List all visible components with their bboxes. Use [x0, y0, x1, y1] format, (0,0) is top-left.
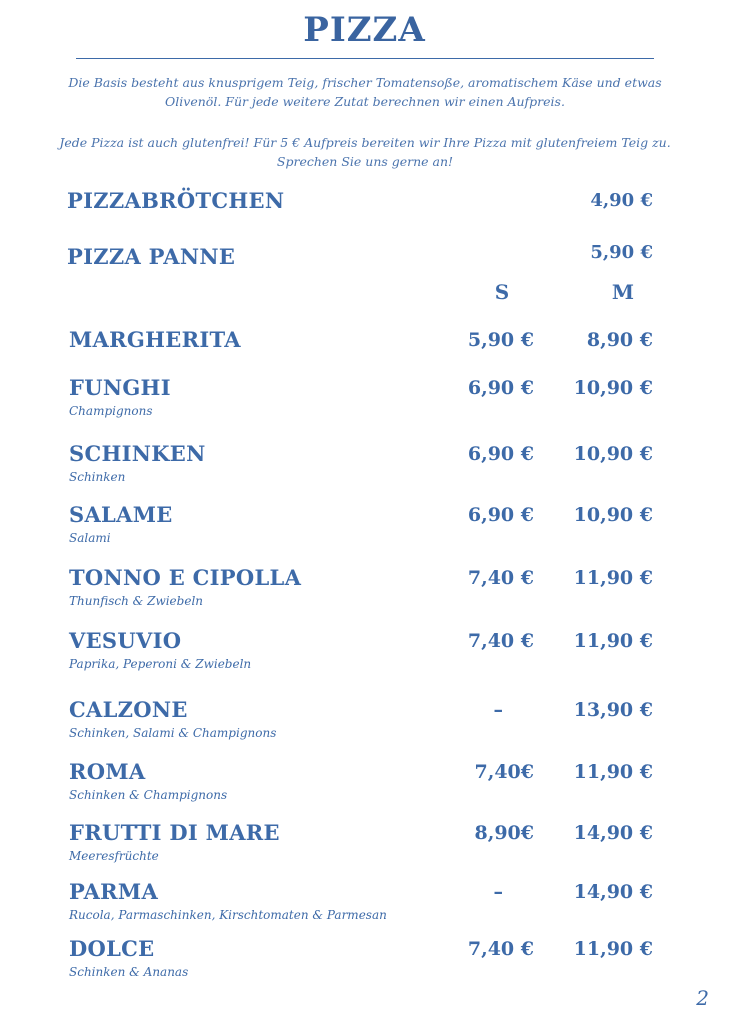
item-name: PARMA — [69, 879, 159, 904]
item-name: SCHINKEN — [69, 441, 206, 466]
item-name: ROMA — [69, 759, 146, 784]
item-description: Schinken, Salami & Champignons — [69, 726, 277, 740]
item-price-small: 7,40€ — [474, 761, 534, 783]
special-price-pizza-panne: 5,90 € — [590, 242, 653, 263]
menu-item-salame — [69, 502, 669, 546]
item-description: Paprika, Peperoni & Zwiebeln — [69, 657, 252, 671]
item-price-small: 8,90€ — [474, 822, 534, 844]
item-price-medium: 11,90 € — [573, 761, 653, 783]
item-name: SALAME — [69, 502, 173, 527]
item-price-small: – — [493, 699, 503, 721]
item-price-medium: 14,90 € — [573, 881, 653, 903]
special-price-pizzabroetchen: 4,90 € — [590, 190, 653, 211]
intro-base-text: Die Basis besteht aus knusprigem Teig, frischer Tomatensoße, aromatischem Käse und etwas Olivenöl. Für jede weitere Zutat berechnen wir einen Aufpreis. — [68, 75, 662, 109]
menu-item-schinken — [69, 441, 669, 485]
item-name: TONNO E CIPOLLA — [69, 565, 302, 590]
special-name-pizzabroetchen: PIZZABRÖTCHEN — [67, 188, 285, 213]
page-title: PIZZA — [303, 10, 426, 50]
item-description: Thunfisch & Zwiebeln — [69, 594, 204, 608]
menu-item-tonno-e-cipolla — [69, 565, 669, 609]
column-header-medium: M — [611, 280, 635, 304]
item-description: Salami — [69, 531, 111, 545]
item-price-medium: 11,90 € — [573, 567, 653, 589]
item-description: Schinken & Champignons — [69, 788, 228, 802]
item-name: MARGHERITA — [69, 327, 241, 352]
item-price-medium: 11,90 € — [573, 938, 653, 960]
item-price-small: 7,40 € — [467, 630, 534, 652]
item-price-medium: 10,90 € — [573, 377, 653, 399]
menu-item-roma — [69, 759, 669, 803]
title-divider — [76, 58, 654, 59]
item-name: VESUVIO — [69, 628, 182, 653]
item-price-small: 6,90 € — [467, 377, 534, 399]
intro-glutenfree-text: Jede Pizza ist auch glutenfrei! Für 5 € Aufpreis bereiten wir Ihre Pizza mit glutenfreiem Teig zu. Sprechen Sie uns gerne an! — [59, 135, 671, 169]
menu-item-parma — [69, 879, 669, 923]
item-price-medium: 13,90 € — [573, 699, 653, 721]
item-price-small: – — [493, 881, 503, 903]
item-description: Champignons — [69, 404, 153, 418]
item-price-medium: 11,90 € — [573, 630, 653, 652]
item-price-medium: 10,90 € — [573, 443, 653, 465]
menu-item-frutti-di-mare — [69, 820, 669, 864]
item-price-small: 7,40 € — [467, 938, 534, 960]
item-description: Schinken — [69, 470, 126, 484]
menu-item-funghi — [69, 375, 669, 419]
item-price-small: 7,40 € — [467, 567, 534, 589]
item-name: FUNGHI — [69, 375, 171, 400]
item-price-medium: 8,90 € — [586, 329, 653, 351]
item-description: Rucola, Parmaschinken, Kirschtomaten & Parmesan — [69, 908, 387, 922]
item-name: DOLCE — [69, 936, 155, 961]
item-name: CALZONE — [69, 697, 188, 722]
item-price-small: 6,90 € — [467, 443, 534, 465]
item-price-small: 5,90 € — [467, 329, 534, 351]
item-price-medium: 14,90 € — [573, 822, 653, 844]
column-header-small: S — [494, 280, 510, 304]
special-name-pizza-panne: PIZZA PANNE — [67, 244, 236, 269]
item-name: FRUTTI DI MARE — [69, 820, 280, 845]
item-description: Schinken & Ananas — [69, 965, 189, 979]
menu-item-vesuvio — [69, 628, 669, 672]
menu-item-dolce — [69, 936, 669, 980]
item-description: Meeresfrüchte — [69, 849, 159, 863]
page-number: 2 — [696, 986, 709, 1010]
menu-item-calzone — [69, 697, 669, 741]
item-price-medium: 10,90 € — [573, 504, 653, 526]
menu-item-margherita — [69, 327, 669, 353]
item-price-small: 6,90 € — [467, 504, 534, 526]
